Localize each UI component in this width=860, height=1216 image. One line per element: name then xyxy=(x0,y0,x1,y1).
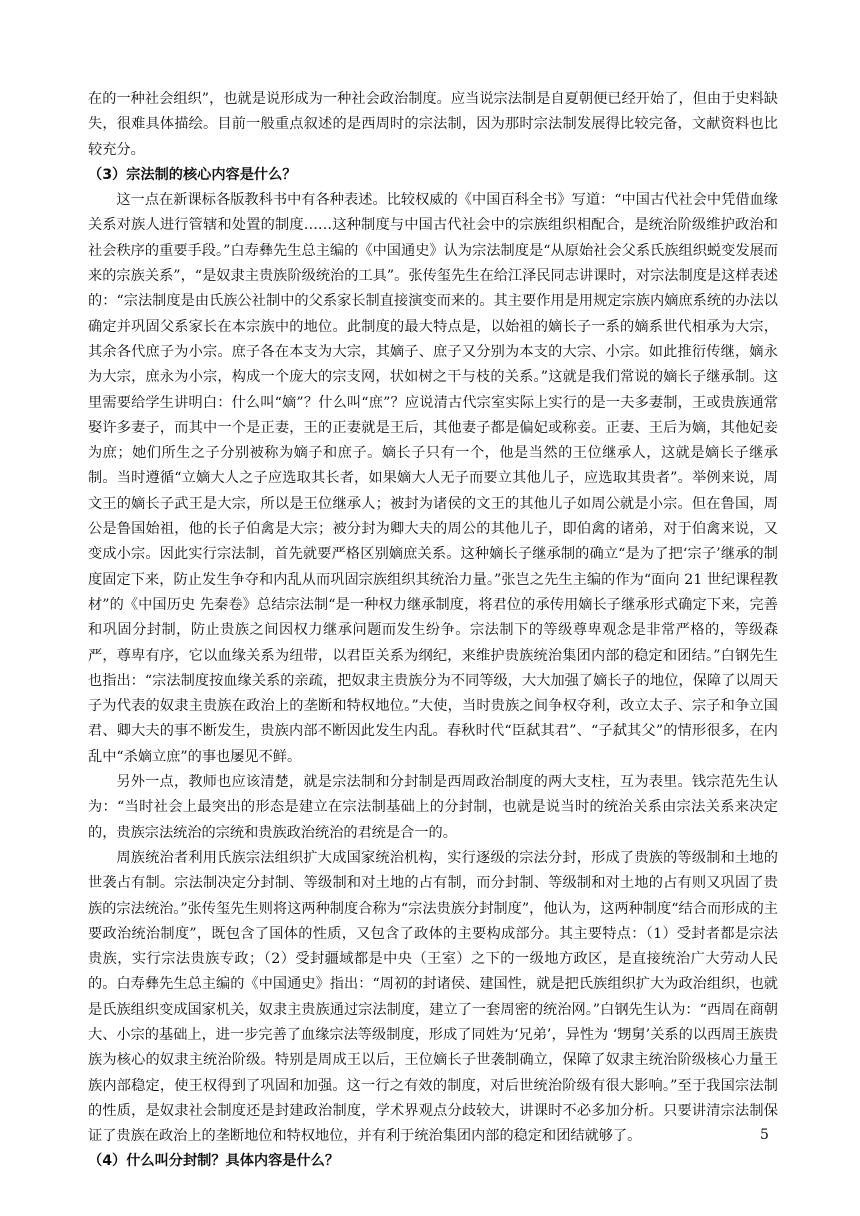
paragraph-core-content: 这一点在新课标各版教科书中有各种表述。比较权威的《中国百科全书》写道：“中国古代社会中凭借血缘关系对族人进行管辖和处置的制度……这种制度与中国古代社会中的宗族组织相配合，是统治阶级维护政治和社会秩序的重要手段。”白寿彝先生总主编的《中国通史》认为宗法制度是“从原始社会父系氏族组织蜕变发展而来的宗族关系”，“是奴隶主贵族阶级统治的工具”。张传玺先生在给江泽民同志讲课时，对宗法制度是这样表述的：“宗法制度是由氏族公社制中的父系家长制直接演变而来的。其主要作用是用规定宗族内嫡庶系统的办法以确定并巩固父系家长在本宗族中的地位。此制度的最大特点是，以始祖的嫡长子一系的嫡系世代相承为大宗，其余各代庶子为小宗。庶子各在本支为大宗，其嫡子、庶子又分别为本支的大宗、小宗。如此推衍传继，嫡永为大宗，庶永为小宗，构成一个庞大的宗支网，状如树之干与枝的关系。”这就是我们常说的嫡长子继承制。这里需要给学生讲明白：什么叫“嫡”？什么叫“庶”？应说清古代宗室实际上实行的是一夫多妻制，王或贵族通常娶许多妻子，而其中一个是正妻，王的正妻就是王后，其他妻子都是偏妃或称妾。正妻、王后为嫡，其他妃妾为庶；她们所生之子分别被称为嫡子和庶子。嫡长子只有一个，他是当然的王位继承人，这就是嫡长子继承制。当时遵循“立嫡大人之子应选取其长者，如果嫡大人无子而要立其他儿子，应选取其贵者”。举例来说，周文王的嫡长子武王是大宗，所以是王位继承人；被封为诸侯的文王的其他儿子如周公就是小宗。但在鲁国，周公是鲁国始祖，他的长子伯禽是大宗；被分封为卿大夫的周公的其他儿子，即伯禽的诸弟，对于伯禽来说，又变成小宗。因此实行宗法制，首先就要严格区别嫡庶关系。这种嫡长子继承制的确立“是为了把‘宗子’继承的制度固定下来，防止发生争夺和内乱从而巩固宗族组织其统治力量。”张岂之先生主编的作为“面向 21 世纪课程教材”的《中国历史 先秦卷》总结宗法制“是一种权力继承制度，将君位的承传用嫡长子继承形式确定下来，完善和巩固分封制，防止贵族之间因权力继承问题而发生纷争。宗法制下的等级尊卑观念是非常严格的，等级森严，尊卑有序，它以血缘关系为纽带，以君臣关系为纲纪，来维护贵族统治集团内部的稳定和团结。”白钢先生也指出：“宗法制度按血缘关系的亲疏，把奴隶主贵族分为不同等级，大大加强了嫡长子的地位，保障了以周天子为代表的奴隶主贵族在政治上的垄断和特权地位。”大使，当时贵族之间争权夺利，改立太子、宗子和争立国君、卿大夫的事不断发生，贵族内部不断因此发生内乱。春秋时代“臣弑其君”、“子弑其父”的情形很多，在内乱中“杀嫡立庶”的事也屡见不鲜。 xyxy=(88,192,778,765)
section-heading-3: （3）宗法制的核心内容是什么？ xyxy=(88,166,297,183)
paragraph-zhou-clan: 周族统治者利用氏族宗法组织扩大成国家统治机构，实行逐级的宗法分封，形成了贵族的等级制和土地的世袭占有制。宗法制决定分封制、等级制和对土地的占有制，而分封制、等级制和对土地的占有则又巩固了贵族的宗法统治。”张传玺先生则将这两种制度合称为“宗法贵族分封制度”，他认为，这两种制度“结合而形成的主要政治统治制度”，既包含了国体的性质，又包含了政体的主要构成部分。其主要特点：（1）受封者都是宗法贵族，实行宗法贵族专政；（2）受封疆域都是中央（王室）之下的一级地方政区，是直接统治广大劳动人民的。白寿彝先生总主编的《中国通史》指出：“周初的封诸侯、建国性，就是把氏族组织扩大为政治组织，也就是氏族组织变成国家机关，奴隶主贵族通过宗法制度，建立了一套周密的统治网。”白钢先生认为：“西周在商朝大、小宗的基础上，进一步完善了血缘宗法等级制度，形成了同姓为‘兄弟’，异性为 ‘甥舅’关系的以西周王族贵族为核心的奴隶主统治阶级。特别是周成王以后，王位嫡长子世袭制确立，保障了奴隶主统治阶级核心力量王族内部稳定，使王权得到了巩固和加强。这一行之有效的制度，对后世统治阶级有很大影响。”至于我国宗法制的性质，是奴隶社会制度还是封建政治制度，学术界观点分歧较大，讲课时不必多加分析。只要讲清宗法制保证了贵族在政治上的垄断地位和特权地位，并有利于统治集团内部的稳定和团结就够了。 xyxy=(88,849,778,1145)
document-page xyxy=(88,87,778,1175)
paragraph-continuation: 在的一种社会组织”，也就是说形成为一种社会政治制度。应当说宗法制是自夏朝便已经开始了，但由于史料缺失，很难具体描绘。目前一般重点叙述的是西周时的宗法制，因为那时宗法制发展得比较完备，文献资料也比较充分。 xyxy=(88,91,778,158)
section-heading-4: （4）什么叫分封制？具体内容是什么？ xyxy=(88,1153,340,1170)
paragraph-two-pillars: 另外一点，教师也应该清楚，就是宗法制和分封制是西周政治制度的两大支柱，互为表里。钱宗范先生认为：“当时社会上最突出的形态是建立在宗法制基础上的分封制，也就是说当时的统治关系由宗法关系来决定的，贵族宗法统治的宗统和贵族政治统治的君统是合一的。 xyxy=(88,774,778,841)
page-number: 5 xyxy=(760,1127,769,1143)
